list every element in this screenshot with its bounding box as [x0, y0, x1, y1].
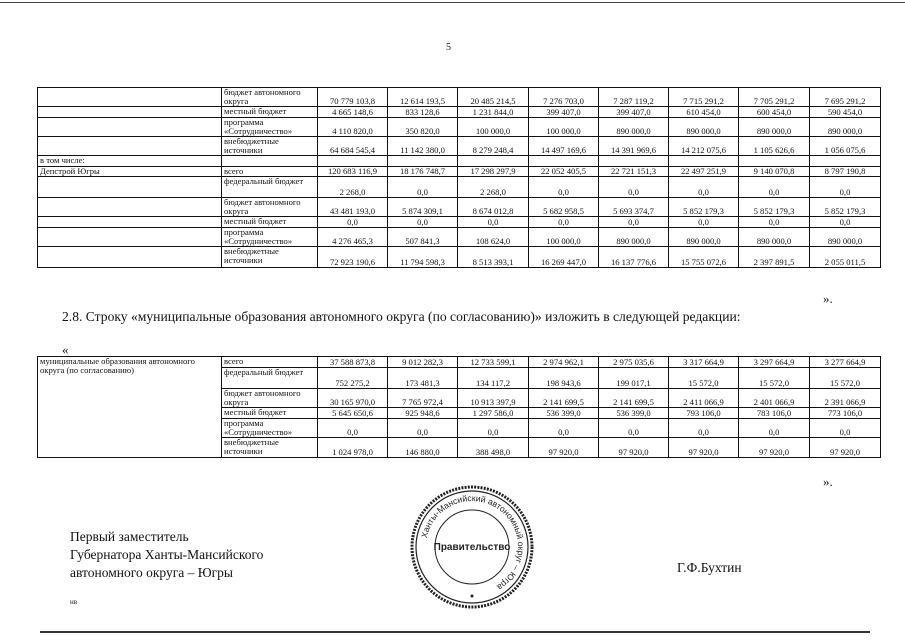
value-cell: 9 012 282,3	[388, 357, 458, 368]
value-cell: 15 572,0	[810, 368, 881, 389]
org-cell: муниципальные образования автономного округа (по согласованию)	[38, 357, 222, 458]
org-cell	[38, 198, 222, 217]
value-cell: 8 674 012,8	[458, 198, 529, 217]
value-cell: 2 141 699,5	[529, 389, 599, 408]
value-cell: 890 000,0	[599, 228, 669, 247]
value-cell	[810, 156, 881, 167]
table-row	[38, 118, 881, 137]
seal-center-text: Правительство	[433, 542, 511, 553]
value-cell: 37 588 873,8	[318, 357, 388, 368]
value-cell: 600 454,0	[739, 107, 810, 118]
source-cell: внебюджетные источники	[222, 438, 318, 458]
value-cell: 2 268,0	[318, 177, 388, 198]
page-number: 5	[446, 42, 451, 53]
value-cell: 16 137 776,6	[599, 247, 669, 268]
value-cell: 173 481,3	[388, 368, 458, 389]
closing-quote-1: ».	[823, 291, 833, 306]
value-cell: 72 923 190,6	[318, 247, 388, 268]
page-top-edge	[0, 2, 905, 3]
source-cell: местный бюджет	[222, 217, 318, 228]
value-cell: 8 279 248,4	[458, 137, 529, 156]
source-cell: внебюджетные источники	[222, 137, 318, 156]
source-cell: программа «Сотрудничество»	[222, 419, 318, 438]
value-cell: 890 000,0	[669, 118, 739, 137]
source-cell: всего	[222, 357, 318, 368]
table-row	[38, 217, 881, 228]
org-cell: в том числе:	[38, 156, 222, 167]
value-cell: 350 820,0	[388, 118, 458, 137]
value-cell: 610 454,0	[669, 107, 739, 118]
signer-title	[70, 528, 263, 582]
value-cell: 2 975 035,6	[599, 357, 669, 368]
value-cell: 5 874 309,1	[388, 198, 458, 217]
value-cell: 536 399,0	[529, 408, 599, 419]
value-cell: 2 141 699,5	[599, 389, 669, 408]
value-cell: 12 733 599,1	[458, 357, 529, 368]
org-cell	[38, 217, 222, 228]
value-cell: 7 276 703,0	[529, 88, 599, 107]
value-cell: 890 000,0	[810, 228, 881, 247]
value-cell: 22 497 251,9	[669, 167, 739, 177]
org-cell	[38, 228, 222, 247]
value-cell: 100 000,0	[529, 228, 599, 247]
table-row	[38, 228, 881, 247]
value-cell: 752 275,2	[318, 368, 388, 389]
value-cell: 890 000,0	[810, 118, 881, 137]
signer-name: Г.Ф.Бухтин	[677, 560, 742, 575]
source-cell: бюджет автономного округа	[222, 88, 318, 107]
value-cell: 2 401 066,9	[739, 389, 810, 408]
value-cell	[739, 156, 810, 167]
value-cell: 9 140 070,8	[739, 167, 810, 177]
value-cell: 890 000,0	[739, 228, 810, 247]
value-cell: 12 614 193,5	[388, 88, 458, 107]
value-cell: 16 269 447,0	[529, 247, 599, 268]
value-cell: 0,0	[669, 217, 739, 228]
value-cell: 0,0	[529, 177, 599, 198]
financing-table-continued	[37, 87, 881, 268]
value-cell	[318, 156, 388, 167]
table-row	[38, 167, 881, 177]
value-cell: 4 110 820,0	[318, 118, 388, 137]
value-cell: 8 797 190,8	[810, 167, 881, 177]
value-cell: 2 974 962,1	[529, 357, 599, 368]
source-cell: программа «Сотрудничество»	[222, 228, 318, 247]
source-cell: всего	[222, 167, 318, 177]
value-cell: 0,0	[739, 217, 810, 228]
table-row	[38, 247, 881, 268]
value-cell: 0,0	[458, 419, 529, 438]
amendment-paragraph: 2.8. Строку «муниципальные образования автономного округа (по согласованию)» изложить в следующей редакции:	[62, 309, 741, 324]
value-cell: 0,0	[739, 177, 810, 198]
value-cell: 64 684 545,4	[318, 137, 388, 156]
value-cell: 0,0	[599, 419, 669, 438]
value-cell: 5 852 179,3	[669, 198, 739, 217]
value-cell: 0,0	[318, 217, 388, 228]
value-cell: 5 645 650,6	[318, 408, 388, 419]
value-cell: 2 397 891,5	[739, 247, 810, 268]
value-cell: 5 682 958,5	[529, 198, 599, 217]
source-cell: бюджет автономного округа	[222, 198, 318, 217]
value-cell: 793 106,0	[669, 408, 739, 419]
value-cell: 15 755 072,6	[669, 247, 739, 268]
value-cell: 2 391 066,9	[810, 389, 881, 408]
signer-line-3: автономного округа – Югры	[70, 565, 233, 580]
source-cell: бюджет автономного округа	[222, 389, 318, 408]
table-row	[38, 137, 881, 156]
value-cell: 7 287 119,2	[599, 88, 669, 107]
value-cell: 97 920,0	[669, 438, 739, 458]
value-cell: 7 765 972,4	[388, 389, 458, 408]
value-cell: 43 481 193,0	[318, 198, 388, 217]
page-bottom-edge	[40, 631, 870, 633]
value-cell: 146 880,0	[388, 438, 458, 458]
value-cell: 3 297 664,9	[739, 357, 810, 368]
value-cell: 536 399,0	[599, 408, 669, 419]
value-cell: 507 841,3	[388, 228, 458, 247]
value-cell: 890 000,0	[739, 118, 810, 137]
executor-initials: нв	[70, 598, 78, 606]
org-cell	[38, 177, 222, 198]
value-cell: 2 268,0	[458, 177, 529, 198]
value-cell: 399 407,0	[599, 107, 669, 118]
value-cell: 10 913 397,9	[458, 389, 529, 408]
value-cell: 2 055 011,5	[810, 247, 881, 268]
value-cell: 17 298 297,9	[458, 167, 529, 177]
value-cell: 0,0	[529, 217, 599, 228]
seal-ring-text: Ханты-Мансийский автономный округ – Югра	[418, 492, 527, 593]
org-cell	[38, 88, 222, 107]
value-cell	[669, 156, 739, 167]
value-cell: 22 721 151,3	[599, 167, 669, 177]
value-cell: 0,0	[739, 419, 810, 438]
closing-quote-2: ».	[823, 474, 833, 489]
value-cell: 925 948,6	[388, 408, 458, 419]
value-cell: 198 943,6	[529, 368, 599, 389]
table-row	[38, 177, 881, 198]
value-cell: 15 572,0	[669, 368, 739, 389]
value-cell: 7 705 291,2	[739, 88, 810, 107]
value-cell: 30 165 970,0	[318, 389, 388, 408]
municipal-financing-table	[37, 356, 881, 458]
value-cell: 0,0	[669, 419, 739, 438]
org-cell	[38, 137, 222, 156]
value-cell: 5 693 374,7	[599, 198, 669, 217]
value-cell: 97 920,0	[739, 438, 810, 458]
value-cell: 4 665 148,6	[318, 107, 388, 118]
source-cell: местный бюджет	[222, 408, 318, 419]
value-cell: 14 212 075,6	[669, 137, 739, 156]
value-cell: 1 231 844,0	[458, 107, 529, 118]
value-cell: 890 000,0	[669, 228, 739, 247]
value-cell: 0,0	[529, 419, 599, 438]
source-cell: внебюджетные источники	[222, 247, 318, 268]
value-cell: 100 000,0	[529, 118, 599, 137]
table-row	[38, 156, 881, 167]
org-cell	[38, 107, 222, 118]
source-cell	[222, 156, 318, 167]
value-cell	[388, 156, 458, 167]
value-cell: 97 920,0	[529, 438, 599, 458]
value-cell	[529, 156, 599, 167]
value-cell: 5 852 179,3	[739, 198, 810, 217]
value-cell: 0,0	[669, 177, 739, 198]
value-cell: 100 000,0	[458, 118, 529, 137]
value-cell: 1 105 626,6	[739, 137, 810, 156]
value-cell: 15 572,0	[739, 368, 810, 389]
value-cell: 4 276 465,3	[318, 228, 388, 247]
value-cell: 0,0	[810, 217, 881, 228]
org-cell: Депстрой Югры	[38, 167, 222, 177]
org-cell	[38, 247, 222, 268]
value-cell: 120 683 116,9	[318, 167, 388, 177]
signer-line-2: Губернатора Ханты-Мансийского	[70, 547, 264, 562]
signer-line-1: Первый заместитель	[70, 529, 189, 544]
value-cell: 0,0	[388, 177, 458, 198]
value-cell: 0,0	[388, 217, 458, 228]
value-cell: 1 024 978,0	[318, 438, 388, 458]
value-cell: 2 411 066,9	[669, 389, 739, 408]
official-seal	[409, 484, 535, 610]
value-cell: 18 176 748,7	[388, 167, 458, 177]
table-row	[38, 107, 881, 118]
source-cell: программа «Сотрудничество»	[222, 118, 318, 137]
value-cell: 833 128,6	[388, 107, 458, 118]
table-row	[38, 88, 881, 107]
source-cell: местный бюджет	[222, 107, 318, 118]
value-cell: 0,0	[388, 419, 458, 438]
table-row	[38, 198, 881, 217]
value-cell: 388 498,0	[458, 438, 529, 458]
value-cell: 134 117,2	[458, 368, 529, 389]
value-cell: 22 052 405,5	[529, 167, 599, 177]
opening-quote: «	[62, 342, 69, 357]
value-cell: 97 920,0	[599, 438, 669, 458]
value-cell	[458, 156, 529, 167]
value-cell: 14 391 969,6	[599, 137, 669, 156]
value-cell: 7 715 291,2	[669, 88, 739, 107]
value-cell: 0,0	[810, 419, 881, 438]
source-cell: федеральный бюджет	[222, 177, 318, 198]
value-cell: 1 056 075,6	[810, 137, 881, 156]
value-cell: 0,0	[458, 217, 529, 228]
value-cell: 70 779 103,8	[318, 88, 388, 107]
value-cell: 108 624,0	[458, 228, 529, 247]
value-cell: 0,0	[810, 177, 881, 198]
value-cell: 11 794 598,3	[388, 247, 458, 268]
value-cell: 3 277 664,9	[810, 357, 881, 368]
value-cell: 890 000,0	[599, 118, 669, 137]
value-cell: 7 695 291,2	[810, 88, 881, 107]
value-cell: 3 317 664,9	[669, 357, 739, 368]
value-cell: 11 142 380,0	[388, 137, 458, 156]
value-cell: 0,0	[318, 419, 388, 438]
org-cell	[38, 118, 222, 137]
value-cell: 5 852 179,3	[810, 198, 881, 217]
value-cell: 0,0	[599, 217, 669, 228]
value-cell: 773 106,0	[810, 408, 881, 419]
source-cell: федеральный бюджет	[222, 368, 318, 389]
value-cell: 783 106,0	[739, 408, 810, 419]
value-cell	[599, 156, 669, 167]
value-cell: 590 454,0	[810, 107, 881, 118]
table-row	[38, 357, 881, 368]
value-cell: 399 407,0	[529, 107, 599, 118]
value-cell: 14 497 169,6	[529, 137, 599, 156]
value-cell: 199 017,1	[599, 368, 669, 389]
value-cell: 1 297 586,0	[458, 408, 529, 419]
value-cell: 20 485 214,5	[458, 88, 529, 107]
value-cell: 97 920,0	[810, 438, 881, 458]
value-cell: 8 513 393,1	[458, 247, 529, 268]
value-cell: 0,0	[599, 177, 669, 198]
